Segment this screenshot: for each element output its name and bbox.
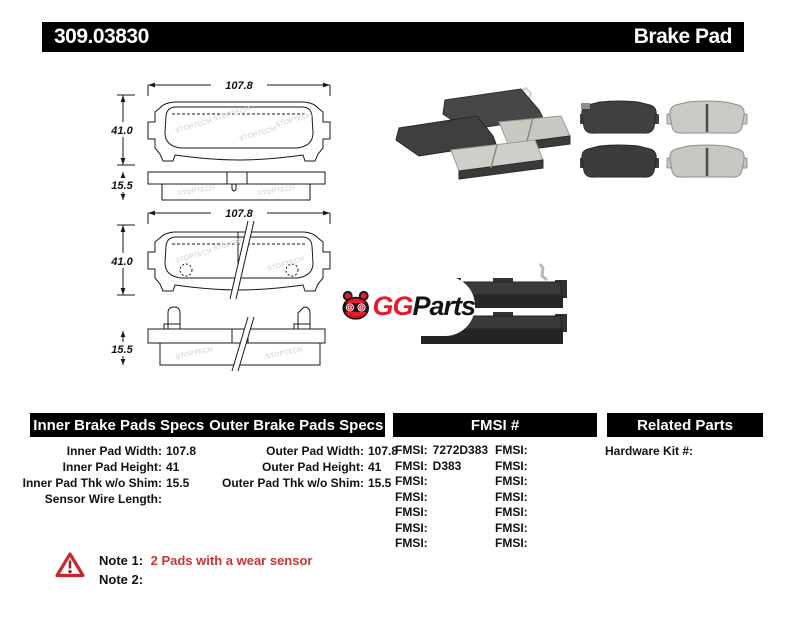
- related-parts-row: Hardware Kit #:: [605, 444, 694, 458]
- front-pad-side-view: [148, 172, 325, 200]
- related-parts-header-bar: [607, 413, 763, 437]
- part-number: 309.03830: [54, 25, 149, 48]
- title-bar: [42, 22, 744, 52]
- fmsi-row: FMSI:: [395, 536, 428, 550]
- note-1-text: 2 Pads with a wear sensor: [150, 553, 313, 568]
- front-height-dim: 41.0: [111, 125, 133, 137]
- fmsi-left-column: [395, 443, 488, 552]
- inner-spec-row: Sensor Wire Length:: [44, 492, 162, 506]
- specs-header-bar: [30, 413, 385, 437]
- watermark: STOPTECH: [212, 235, 252, 253]
- fmsi-row: FMSI:: [395, 505, 428, 519]
- fmsi-header: FMSI #: [470, 416, 520, 434]
- photo-pads-flat: [580, 100, 750, 182]
- fmsi-row: FMSI:: [495, 520, 528, 535]
- rear-pad-face-view: [148, 221, 330, 299]
- note-1-label: Note 1:: [99, 553, 144, 568]
- note-row-2: [99, 571, 312, 590]
- outer-specs-column: [218, 443, 403, 491]
- related-parts-header: Related Parts: [637, 416, 733, 434]
- photo-pads-angled: [393, 86, 573, 196]
- front-width-dim: 107.8: [225, 80, 253, 92]
- watermark: STOPTECH: [264, 346, 304, 361]
- pad-backplate-top: [580, 101, 659, 133]
- inner-spec-row: Inner Pad Thk w/o Shim: 15.5: [22, 476, 190, 490]
- related-parts-column: [605, 443, 698, 459]
- rear-thickness-dim: 15.5: [111, 344, 133, 356]
- inner-specs-header: Inner Brake Pads Specs: [33, 416, 205, 434]
- fmsi-row: FMSI:: [495, 458, 528, 473]
- logo-parts-text: Parts: [412, 290, 475, 321]
- fmsi-row: FMSI:: [395, 474, 428, 488]
- front-thickness-dim: 15.5: [111, 180, 133, 192]
- note-row-1: [99, 552, 312, 571]
- watermark: STOPTECH: [174, 346, 214, 361]
- outer-spec-row: Outer Pad Width: 107.8: [266, 444, 399, 458]
- technical-drawings: [95, 65, 345, 380]
- watermark: STOPTECH: [177, 184, 216, 198]
- pad-friction-top: [667, 101, 747, 133]
- notes-section: [55, 551, 312, 589]
- rear-pad-side-view: [148, 307, 325, 371]
- outer-spec-row: Outer Pad Thk w/o Shim: 15.5: [221, 476, 392, 490]
- rear-height-dim: 41.0: [111, 256, 133, 268]
- watermark: STOPTECH: [274, 111, 314, 129]
- front-pad-face-view: [148, 102, 330, 161]
- fmsi-row: FMSI:: [495, 536, 528, 550]
- fmsi-row: FMSI:: [495, 505, 528, 519]
- fmsi-right-column: [495, 443, 533, 552]
- inner-spec-row: Inner Pad Width: 107.8: [66, 444, 197, 458]
- pad-backplate-bottom: [580, 145, 659, 177]
- ggparts-wordmark: [372, 291, 475, 322]
- fmsi-header-bar: [393, 413, 597, 437]
- logo-gg-text: GG: [372, 290, 413, 321]
- watermark: STOPTECH: [174, 117, 214, 135]
- outer-spec-row: Outer Pad Height: 41: [261, 460, 382, 474]
- inner-spec-row: Inner Pad Height: 41: [62, 460, 180, 474]
- watermark: STOPTECH: [174, 247, 214, 265]
- sensor-clip: [581, 103, 590, 109]
- note-2-label: Note 2:: [99, 571, 144, 587]
- product-type-title: Brake Pad: [633, 25, 732, 48]
- rear-width-dim: 107.8: [225, 208, 253, 220]
- watermark: STOPTECH: [266, 255, 306, 273]
- pad-friction-bottom: [667, 145, 747, 177]
- goggle-letter-left: G: [347, 305, 353, 312]
- fmsi-row: FMSI:: [495, 474, 528, 488]
- ggparts-mascot-icon: [339, 283, 372, 329]
- watermark: STOPTECH: [257, 184, 296, 198]
- warning-icon: [55, 551, 85, 579]
- fmsi-row: FMSI:: [395, 520, 428, 535]
- outer-specs-header: Outer Brake Pads Specs: [209, 416, 384, 434]
- watermark: STOPTECH: [212, 105, 252, 123]
- fmsi-row: FMSI:: [395, 489, 428, 504]
- fmsi-row: FMSI: D383: [395, 458, 462, 473]
- fmsi-row: FMSI:: [495, 489, 528, 504]
- fmsi-row: FMSI:: [495, 443, 528, 457]
- goggle-letter-right: G: [359, 305, 364, 312]
- watermark: STOPTECH: [238, 125, 278, 143]
- wear-sensor-tab: [540, 264, 547, 280]
- inner-specs-column: [22, 443, 207, 507]
- ggparts-logo: [333, 276, 475, 336]
- fmsi-row: FMSI: 7272D383: [395, 443, 489, 457]
